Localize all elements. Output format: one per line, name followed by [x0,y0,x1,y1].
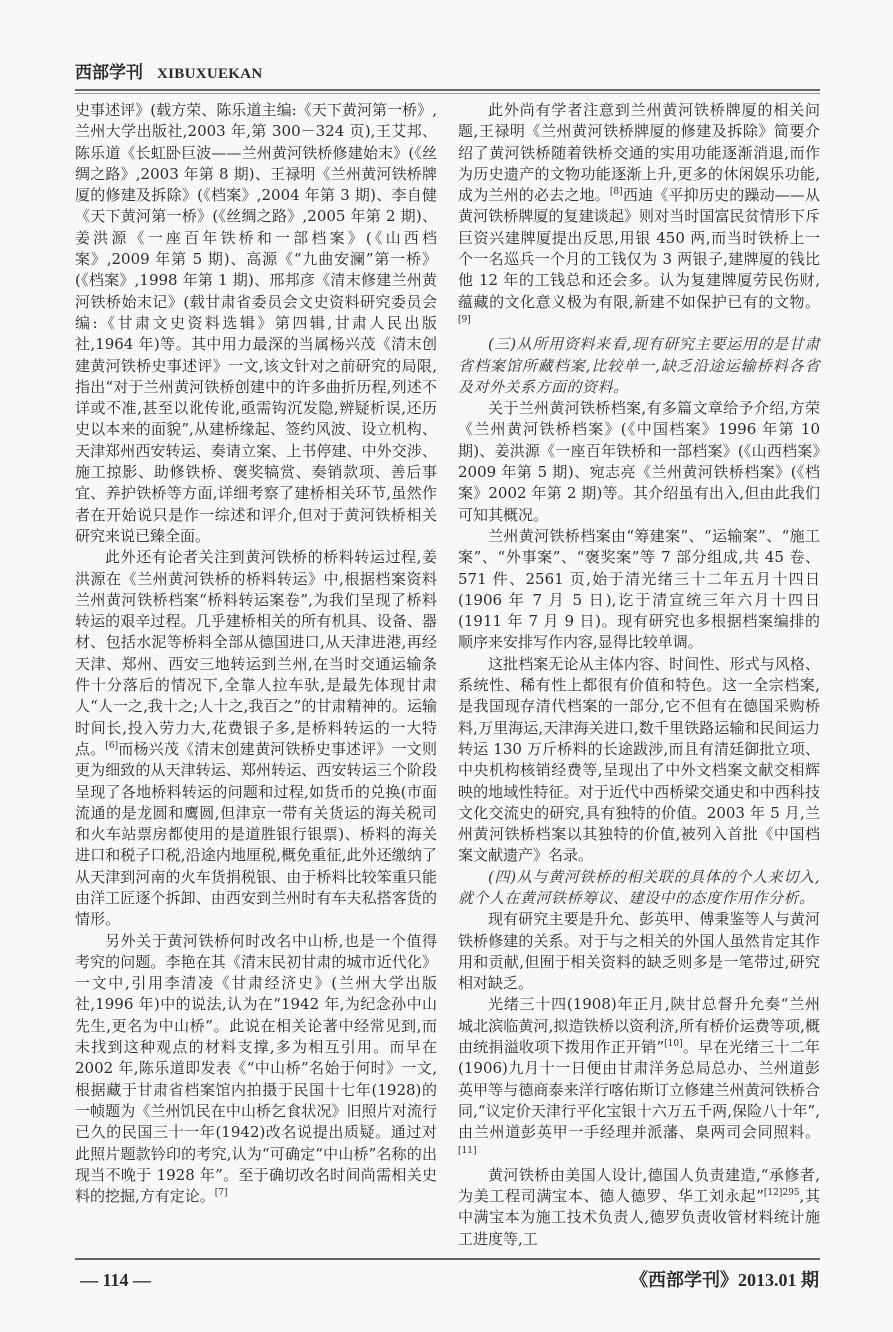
paragraph-text: 光绪三十四(1908)年正月,陕甘总督升允奏“兰州城北滨临黄河,拟造铁桥以资利济,所有桥价运费等项,概由统捐溢收项下拨用作正开销” [458,995,820,1057]
paragraph-text: (四)从与黄河铁桥的相关联的具体的个人来切入,就个人在黄河铁桥筹议、建设中的态度作用作分析。 [458,867,820,907]
citation-marker: [7] [214,1188,228,1199]
paragraph-text: 西迪《平抑历史的躁动——从黄河铁桥牌厦的复建谈起》则对当时国富民贫情形下斥巨资兴建牌厦提出反思,用银 450 两,而当时铁桥上一个一名巡兵一个月的工钱仅为 3 两银子,建牌厦的钱比他 12 年的工钱总和还会多。认为复建牌厦劳民伤财,蕴藏的文化意义极为有限,新建不如保护已有的文物。 [458,186,820,311]
paragraph-text: ,其中满宝本为施工技术负责人,德罗负责收管材料统计施工进度等,工 [458,1187,820,1248]
citation-marker: [10] [664,1039,683,1050]
paragraph-text: 关于兰州黄河铁桥档案,有多篇文章给予介绍,方荣《兰州黄河铁桥档案》(《中国档案》1996 年第 10 期)、姜洪源《一座百年铁桥和一部档案》(《山西档案》2009 年第 5 期)、宛志亮《兰州黄河铁桥档案》(《档案》2002 年第 2 期)等。其介绍虽有出入,但由此我们可知其概况。 [458,399,820,524]
paragraph-text: 这批档案无论从主体内容、时间性、形式与风格、系统性、稀有性上都很有价值和特色。这一全宗档案,是我国现存清代档案的一部分,它不但有在德国采购桥料,万里海运,天津海关进口,数千里铁路运输和民间运力转运 130 万斤桥料的长途跋涉,而且有清廷御批立项、中央机构核销经费等,呈现出了中外文档案文献交相辉映的地域性特征。对于近代中西桥梁交通史和中西科技文化交流史的研究,具有独特的价值。2003 年 5 月,兰州黄河铁桥档案以其独特的价值,被列入首批《中国档案文献遗产》名录。 [458,654,820,865]
paragraph-text: 史事述评》(载方荣、陈乐道主编:《天下黄河第一桥》,兰州大学出版社,2003 年,第 300－324 页),王艾邦、陈乐道《长虹卧巨波——兰州黄河铁桥修建始末》(《丝绸之路》,2003 年第 8 期)、王禄明《兰州黄河铁桥牌厦的修建及拆除》(《档案》,2004 年第 3 期)、李自健《天下黄河第一桥》(《丝绸之路》,2005 年第 2 期)、姜洪源《一座百年铁桥和一部档案》(《山西档案》,2009 年第 5 期)、高源《“九曲安澜”第一桥》(《档案》,1998 年第 1 期)、邢邦彦《清末修建兰州黄河铁桥始末记》(载甘肃省委员会文史资料研究委员会编:《甘肃文史资料选辑》第四辑,甘肃人民出版社,1964 年)等。其中用力最深的当属杨兴茂《清末创建黄河铁桥史事述评》一文,该文针对之前研究的局限,指出“对于兰州黄河铁桥创建中的许多曲折历程,列述不详或不准,甚至以讹传讹,亟需钩沉发隐,辨疑析误,还历史以本来的面貌”,从建桥缘起、签约风波、设立机构、天津郑州西安转运、奏请立案、上书停建、中外交涉、施工掠影、助修铁桥、褒奖犒赏、奏销款项、善后事宜、养护铁桥等方面,详细考察了建桥相关环节,虽然作者在开始说只是作一综述和评介,但对于黄河铁桥相关研究来说已臻全面。 [75,101,437,545]
paragraph-text: 。早在光绪三十二年(1906)九月十一日便由甘肃洋务总局总办、兰州道彭英甲等与德商泰来洋行喀佑斯订立修建兰州黄河铁桥合同,“议定价天津行平化宝银十六万五千两,保险八十年”,由兰州道彭英甲一手经理并派藩、臬两司会同照料。 [458,1038,820,1142]
paragraph-text: 兰州黄河铁桥档案由“筹建案”、“运输案”、“施工案”、“外事案”、“褒奖案”等 7 部分组成,共 45 卷、571 件、2561 页,始于清光绪三十二年五月十四日(1906 年 7 月 5 日),讫于清宣统三年六月十四日(1911 年 7 月 9 日)。现有研究也多根据档案编排的顺序来安排写作内容,显得比较单调。 [458,526,820,652]
body-paragraph [458,909,820,994]
body-paragraph [458,654,820,867]
issue-label: 《西部学刊》2013.01 期 [630,1270,819,1291]
left-column [75,100,437,1207]
right-column [458,100,820,1250]
journal-name-cn: 西部学刊 [75,63,143,83]
paragraph-text: 另外关于黄河铁桥何时改名中山桥,也是一个值得考究的问题。李艳在其《清末民初甘肃的城市近代化》一文中,引用李清凌《甘肃经济史》(兰州大学出版社,1996 年)中的说法,认为在“1942 年,为纪念孙中山先生,更名为中山桥”。此说在相关论著中经常见到,而未找到这种观点的材料支撑,多为相互引用。而早在 2002 年,陈乐道即发表《“中山桥”名始于何时》一文,根据藏于甘肃省档案馆内拍摄于民国十七年(1928)的一帧题为《兰州饥民在中山桥乞食状况》旧照片对流行已久的民国三十一年(1942)改名说提出质疑。通过对此照片题款钤印的考究,认为“可确定“中山桥”名称的出现当不晚于 1928 年”。至于确切改名时间尚需相关史料的挖掘,方有定论。 [75,931,437,1206]
paragraph-text: 此外尚有学者注意到兰州黄河铁桥牌厦的相关问题,王禄明《兰州黄河铁桥牌厦的修建及拆除》简要介绍了黄河铁桥随着铁桥交通的实用功能逐渐消退,而作为历史遗产的文物功能逐渐上升,更多的休闲娱乐功能,成为兰州的必去之地。 [458,101,820,205]
body-paragraph [458,398,820,526]
body-paragraph [458,526,820,654]
citation-marker: [11] [458,1145,477,1156]
header-rule [75,89,820,94]
paragraph-text: 现有研究主要是升允、彭英甲、傅秉鉴等人与黄河铁桥修建的关系。对于与之相关的外国人虽然肯定其作用和贡献,但囿于相关资料的缺乏则多是一笔带过,研究相对缺乏。 [458,910,820,993]
journal-page [75,0,820,1332]
citation-marker: [9] [458,314,471,325]
body-paragraph [75,931,437,1208]
body-paragraph [75,100,437,547]
paragraph-text: 黄河铁桥由美国人设计,德国人负责建造,“承修者,为美工程司满宝本、德人德罗、华工刘永起” [458,1165,820,1206]
body-paragraph [458,100,820,334]
running-header [75,58,820,89]
journal-name-en: XIBUXUEKAN [157,66,263,82]
page-number: — 114 — [80,1270,152,1291]
paragraph-text: 此外还有论者关注到黄河铁桥的桥料转运过程,姜洪源在《兰州黄河铁桥的桥料转运》中,根据档案资料兰州黄河铁桥档案“桥料转运案卷”,为我们呈现了桥料转运的艰辛过程。几乎建桥相关的所有机具、设备、器材、包括水泥等桥料全部从德国进口,从天津进港,再经天津、郑州、西安三地转运到兰州,在当时交通运输条件十分落后的情况下,全靠人拉车驮,是最先体现甘肃人“人一之,我十之;人十之,我百之”的甘肃精神的。运输时间长,投入劳力大,花费银子多,是桥料转运的一大特点。 [75,548,437,758]
citation-marker: [12]295 [763,1188,800,1199]
citation-marker: [6] [105,740,119,751]
section-heading-paragraph [458,334,820,398]
paragraph-text: (三)从所用资料来看,现有研究主要运用的是甘肃省档案馆所藏档案,比较单一,缺乏沿途运输桥料各省及对外关系方面的资料。 [458,335,820,396]
section-heading-paragraph [458,867,820,910]
body-paragraph [458,994,820,1164]
page-footer [75,1260,820,1292]
body-paragraph [75,547,437,930]
body-paragraph [458,1165,820,1250]
paragraph-text: 而杨兴茂《清末创建黄河铁桥史事述评》一文则更为细致的从天津转运、郑州转运、西安转运三个阶段呈现了各地桥料转运的问题和过程,如货币的兑换(市面流通的是龙圆和鹰圆,但津京一带有关货运的海关税司和火车站票房都使用的是道胜银行银票)、桥料的海关进口和税子口税,沿途内地厘税,概免重征,此外还缴纳了从天津到河南的火车货捐税银、由于桥料比较笨重只能由洋工匠逐个拆卸、由西安到兰州时有车夫私搭客货的情形。 [75,739,437,929]
two-column-body [75,100,820,1250]
citation-marker: [8] [609,187,623,198]
